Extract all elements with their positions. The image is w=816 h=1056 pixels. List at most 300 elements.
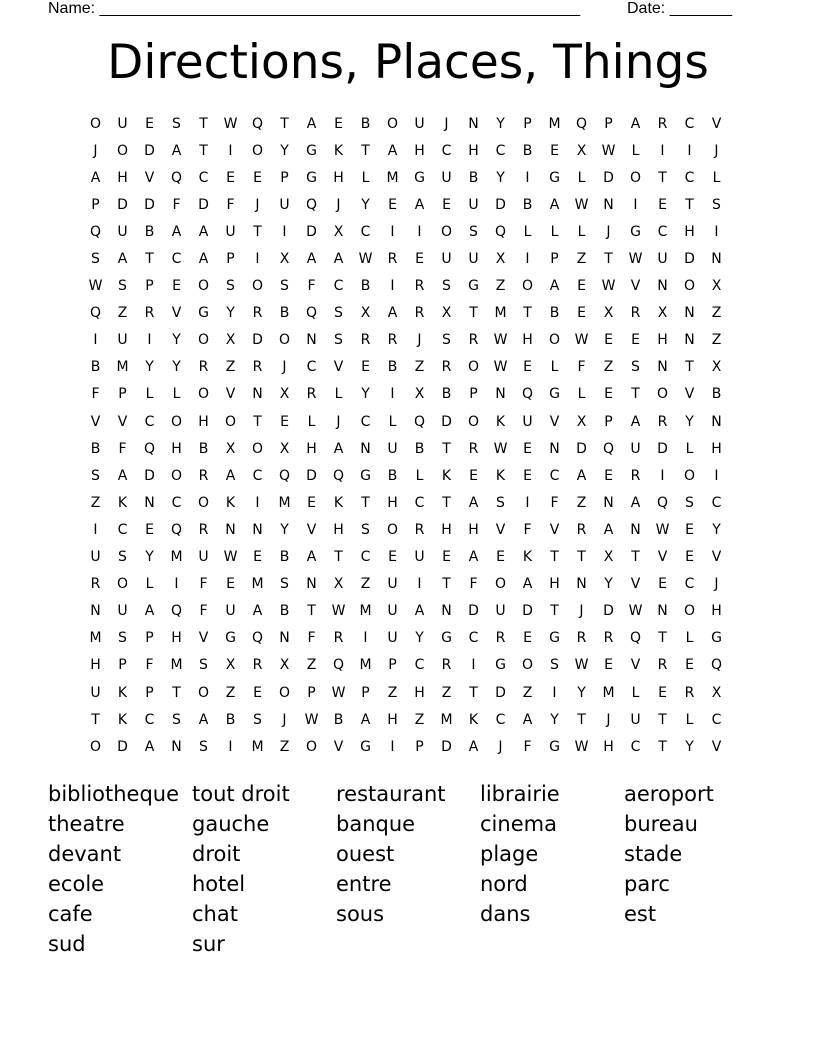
grid-letter: K xyxy=(522,549,533,566)
grid-letter: R xyxy=(90,576,101,593)
grid-letter: Z xyxy=(117,305,128,322)
grid-letter: J xyxy=(93,142,98,159)
grid-letter: H xyxy=(468,142,479,159)
word-list-item: bibliotheque xyxy=(48,782,180,806)
grid-letter: I xyxy=(147,332,152,349)
grid-letter: I xyxy=(390,386,395,403)
grid-letter: C xyxy=(630,738,641,755)
word-list-item: hotel xyxy=(192,872,246,896)
grid-letter: F xyxy=(172,196,181,213)
grid-letter: E xyxy=(523,359,532,376)
grid-letter: M xyxy=(359,603,372,620)
grid-letter: P xyxy=(523,115,532,132)
grid-letter: M xyxy=(359,657,372,674)
grid-letter: X xyxy=(279,440,290,457)
grid-letter: S xyxy=(361,521,370,538)
grid-letter: O xyxy=(656,386,669,403)
grid-letter: Y xyxy=(172,332,181,349)
grid-letter: X xyxy=(711,684,722,701)
grid-letter: H xyxy=(711,440,722,457)
grid-letter: H xyxy=(198,413,209,430)
grid-letter: O xyxy=(89,738,102,755)
grid-letter: E xyxy=(469,467,478,484)
grid-letter: A xyxy=(630,115,641,132)
grid-letter: U xyxy=(414,549,425,566)
grid-letter: N xyxy=(657,359,668,376)
grid-letter: N xyxy=(684,305,695,322)
grid-letter: R xyxy=(252,359,263,376)
grid-letter: B xyxy=(198,440,209,457)
grid-letter: U xyxy=(468,196,479,213)
grid-letter: V xyxy=(630,278,641,295)
grid-letter: C xyxy=(414,657,425,674)
grid-letter: X xyxy=(603,305,614,322)
grid-letter: T xyxy=(658,738,667,755)
grid-letter: F xyxy=(523,738,532,755)
grid-letter: B xyxy=(90,440,101,457)
grid-letter: T xyxy=(442,494,451,511)
grid-letter: W xyxy=(628,251,643,268)
word-list-item: nord xyxy=(480,872,528,896)
grid-letter: G xyxy=(360,738,371,755)
grid-letter: B xyxy=(225,711,236,728)
grid-letter: R xyxy=(333,630,344,647)
grid-letter: R xyxy=(468,332,479,349)
grid-letter: T xyxy=(307,603,316,620)
grid-letter: Y xyxy=(550,711,559,728)
grid-letter: B xyxy=(279,603,290,620)
grid-letter: A xyxy=(630,494,641,511)
grid-letter: A xyxy=(387,305,398,322)
grid-letter: H xyxy=(603,738,614,755)
grid-letter: T xyxy=(658,711,667,728)
grid-letter: E xyxy=(415,251,424,268)
grid-letter: T xyxy=(469,305,478,322)
grid-letter: W xyxy=(601,278,616,295)
grid-letter: U xyxy=(657,251,668,268)
grid-letter: Z xyxy=(225,684,236,701)
grid-letter: O xyxy=(251,278,264,295)
grid-letter: J xyxy=(606,223,611,240)
grid-letter: R xyxy=(144,305,155,322)
grid-letter: I xyxy=(390,738,395,755)
grid-letter: T xyxy=(145,251,154,268)
grid-letter: Z xyxy=(414,359,425,376)
grid-letter: E xyxy=(604,657,613,674)
grid-letter: Q xyxy=(170,603,183,620)
grid-letter: E xyxy=(604,332,613,349)
grid-letter: Z xyxy=(711,332,722,349)
grid-letter: D xyxy=(684,251,695,268)
grid-letter: I xyxy=(714,223,719,240)
grid-letter: P xyxy=(469,386,478,403)
grid-letter: A xyxy=(414,196,425,213)
grid-letter: V xyxy=(171,305,182,322)
grid-letter: R xyxy=(657,657,668,674)
grid-letter: Z xyxy=(387,684,398,701)
grid-letter: O xyxy=(197,278,210,295)
grid-letter: C xyxy=(711,711,722,728)
grid-letter: C xyxy=(495,711,506,728)
grid-letter: Y xyxy=(604,576,613,593)
grid-letter: I xyxy=(255,494,260,511)
word-list-item: ecole xyxy=(48,872,105,896)
grid-letter: J xyxy=(606,711,611,728)
grid-letter: R xyxy=(414,278,425,295)
grid-letter: B xyxy=(522,142,533,159)
grid-letter: A xyxy=(468,738,479,755)
grid-letter: P xyxy=(118,657,127,674)
grid-letter: D xyxy=(144,467,155,484)
grid-letter: A xyxy=(198,251,209,268)
page-title: Directions, Places, Things xyxy=(107,35,709,90)
grid-letter: T xyxy=(361,494,370,511)
grid-letter: I xyxy=(282,223,287,240)
grid-letter: F xyxy=(145,657,154,674)
grid-letter: Z xyxy=(279,738,290,755)
grid-letter: J xyxy=(417,332,422,349)
grid-letter: V xyxy=(711,549,722,566)
grid-letter: T xyxy=(523,305,532,322)
grid-letter: D xyxy=(603,169,614,186)
grid-letter: N xyxy=(90,603,101,620)
grid-letter: N xyxy=(306,576,317,593)
word-list-item: sur xyxy=(192,932,225,956)
grid-letter: C xyxy=(306,359,317,376)
grid-letter: X xyxy=(279,657,290,674)
grid-letter: O xyxy=(197,332,210,349)
grid-letter: P xyxy=(145,684,154,701)
grid-letter: L xyxy=(577,169,586,186)
grid-letter: V xyxy=(333,359,344,376)
grid-letter: E xyxy=(280,413,289,430)
grid-letter: E xyxy=(145,521,154,538)
grid-letter: O xyxy=(683,603,696,620)
grid-letter: Y xyxy=(712,521,721,538)
grid-letter: F xyxy=(118,440,127,457)
grid-letter: W xyxy=(574,657,589,674)
grid-letter: O xyxy=(251,440,264,457)
grid-letter: N xyxy=(711,251,722,268)
grid-letter: L xyxy=(631,684,640,701)
grid-letter: B xyxy=(360,278,371,295)
grid-letter: V xyxy=(630,576,641,593)
grid-letter: A xyxy=(117,251,128,268)
grid-letter: Y xyxy=(145,549,154,566)
grid-letter: C xyxy=(684,115,695,132)
grid-letter: N xyxy=(657,278,668,295)
grid-letter: V xyxy=(711,115,722,132)
grid-letter: E xyxy=(253,684,262,701)
grid-letter: N xyxy=(225,521,236,538)
grid-letter: G xyxy=(549,169,560,186)
grid-letter: I xyxy=(417,576,422,593)
grid-letter: T xyxy=(685,196,694,213)
grid-letter: Y xyxy=(496,169,505,186)
grid-letter: R xyxy=(306,386,317,403)
grid-letter: F xyxy=(199,576,208,593)
grid-letter: E xyxy=(388,549,397,566)
date-field-label: Date: _______ xyxy=(627,0,732,17)
grid-letter: L xyxy=(685,440,694,457)
grid-letter: P xyxy=(550,251,559,268)
grid-letter: H xyxy=(387,494,398,511)
grid-letter: N xyxy=(657,603,668,620)
grid-letter: V xyxy=(711,738,722,755)
grid-letter: S xyxy=(685,494,694,511)
grid-letter: P xyxy=(226,251,235,268)
grid-letter: Q xyxy=(575,115,588,132)
grid-letter: B xyxy=(90,359,101,376)
grid-letter: W xyxy=(655,521,670,538)
grid-letter: Q xyxy=(170,169,183,186)
grid-letter: Q xyxy=(332,657,345,674)
word-search-grid xyxy=(82,110,730,760)
grid-letter: K xyxy=(495,467,506,484)
grid-letter: C xyxy=(360,223,371,240)
grid-letter: Q xyxy=(251,115,264,132)
grid-letter: C xyxy=(711,494,722,511)
grid-letter: G xyxy=(306,169,317,186)
grid-letter: I xyxy=(390,278,395,295)
grid-letter: R xyxy=(414,305,425,322)
grid-letter: L xyxy=(145,576,154,593)
grid-letter: N xyxy=(711,413,722,430)
grid-letter: U xyxy=(387,603,398,620)
grid-letter: E xyxy=(226,169,235,186)
grid-letter: H xyxy=(657,332,668,349)
grid-letter: A xyxy=(225,467,236,484)
grid-letter: C xyxy=(117,521,128,538)
grid-letter: A xyxy=(630,413,641,430)
grid-letter: T xyxy=(91,711,100,728)
grid-letter: K xyxy=(441,467,452,484)
grid-letter: B xyxy=(279,305,290,322)
grid-letter: T xyxy=(685,359,694,376)
grid-letter: C xyxy=(684,576,695,593)
grid-letter: S xyxy=(172,115,181,132)
grid-letter: S xyxy=(334,305,343,322)
grid-letter: S xyxy=(199,738,208,755)
grid-letter: A xyxy=(171,142,182,159)
grid-letter: C xyxy=(252,467,263,484)
grid-letter: V xyxy=(657,549,668,566)
grid-letter: W xyxy=(601,142,616,159)
grid-letter: E xyxy=(658,196,667,213)
grid-letter: A xyxy=(333,440,344,457)
grid-letter: G xyxy=(630,223,641,240)
grid-letter: R xyxy=(684,684,695,701)
word-list-item: theatre xyxy=(48,812,125,836)
grid-letter: N xyxy=(549,440,560,457)
grid-letter: G xyxy=(549,386,560,403)
grid-letter: P xyxy=(145,278,154,295)
grid-letter: H xyxy=(333,521,344,538)
grid-letter: J xyxy=(714,576,719,593)
grid-letter: C xyxy=(414,494,425,511)
grid-letter: W xyxy=(331,684,346,701)
grid-letter: S xyxy=(442,278,451,295)
grid-letter: Y xyxy=(280,521,289,538)
grid-letter: T xyxy=(172,684,181,701)
grid-letter: Z xyxy=(576,251,587,268)
grid-letter: M xyxy=(116,359,129,376)
grid-letter: U xyxy=(90,549,101,566)
grid-letter: L xyxy=(550,223,559,240)
grid-letter: X xyxy=(333,576,344,593)
grid-letter: A xyxy=(414,603,425,620)
grid-letter: W xyxy=(331,603,346,620)
grid-letter: P xyxy=(604,413,613,430)
grid-letter: T xyxy=(469,684,478,701)
grid-letter: O xyxy=(467,359,480,376)
grid-letter: R xyxy=(657,413,668,430)
grid-letter: H xyxy=(171,440,182,457)
grid-letter: A xyxy=(333,251,344,268)
grid-letter: C xyxy=(198,169,209,186)
grid-letter: F xyxy=(91,386,100,403)
grid-letter: H xyxy=(711,603,722,620)
grid-letter: V xyxy=(117,413,128,430)
grid-letter: T xyxy=(253,223,262,240)
grid-letter: W xyxy=(574,738,589,755)
grid-letter: D xyxy=(657,440,668,457)
grid-letter: E xyxy=(604,467,613,484)
grid-letter: G xyxy=(414,169,425,186)
grid-letter: D xyxy=(117,196,128,213)
grid-letter: X xyxy=(279,386,290,403)
grid-letter: E xyxy=(577,305,586,322)
grid-letter: U xyxy=(630,440,641,457)
grid-letter: U xyxy=(441,169,452,186)
grid-letter: B xyxy=(279,549,290,566)
grid-letter: N xyxy=(171,738,182,755)
grid-letter: K xyxy=(117,684,128,701)
grid-letter: U xyxy=(441,251,452,268)
grid-letter: I xyxy=(417,223,422,240)
grid-letter: M xyxy=(278,494,291,511)
grid-letter: Y xyxy=(577,684,586,701)
grid-letter: T xyxy=(442,440,451,457)
grid-letter: W xyxy=(493,440,508,457)
grid-letter: I xyxy=(471,657,476,674)
grid-letter: C xyxy=(171,494,182,511)
grid-letter: R xyxy=(360,332,371,349)
grid-letter: Q xyxy=(89,305,102,322)
grid-letter: I xyxy=(633,196,638,213)
grid-letter: Q xyxy=(629,630,642,647)
grid-letter: B xyxy=(522,196,533,213)
grid-letter: T xyxy=(631,386,640,403)
grid-letter: T xyxy=(658,630,667,647)
grid-letter: B xyxy=(360,115,371,132)
word-list-item: devant xyxy=(48,842,122,866)
grid-letter: J xyxy=(282,711,287,728)
grid-letter: I xyxy=(660,467,665,484)
word-list-item: ouest xyxy=(336,842,395,866)
grid-letter: R xyxy=(576,630,587,647)
grid-letter: R xyxy=(603,630,614,647)
grid-letter: O xyxy=(170,413,183,430)
grid-letter: X xyxy=(225,332,236,349)
grid-letter: Q xyxy=(521,386,534,403)
grid-letter: T xyxy=(280,115,289,132)
grid-letter: M xyxy=(602,684,615,701)
grid-letter: I xyxy=(525,494,530,511)
grid-letter: N xyxy=(468,115,479,132)
grid-letter: Z xyxy=(603,359,614,376)
grid-letter: S xyxy=(469,223,478,240)
grid-letter: K xyxy=(117,494,128,511)
grid-letter: B xyxy=(414,440,425,457)
grid-letter: F xyxy=(307,630,316,647)
grid-letter: W xyxy=(88,278,103,295)
grid-letter: U xyxy=(225,223,236,240)
word-list-item: banque xyxy=(336,812,416,836)
grid-letter: E xyxy=(523,440,532,457)
grid-letter: P xyxy=(118,386,127,403)
grid-letter: E xyxy=(604,386,613,403)
grid-letter: A xyxy=(198,711,209,728)
grid-letter: L xyxy=(334,386,343,403)
grid-letter: Y xyxy=(361,196,370,213)
grid-letter: Y xyxy=(145,359,154,376)
grid-letter: U xyxy=(279,196,290,213)
grid-letter: N xyxy=(495,386,506,403)
grid-letter: O xyxy=(89,115,102,132)
grid-letter: X xyxy=(333,223,344,240)
grid-letter: A xyxy=(468,494,479,511)
grid-letter: D xyxy=(144,142,155,159)
grid-letter: K xyxy=(333,494,344,511)
grid-letter: D xyxy=(306,467,317,484)
word-list-item: tout droit xyxy=(192,782,290,806)
grid-letter: L xyxy=(172,386,181,403)
grid-letter: K xyxy=(117,711,128,728)
grid-letter: R xyxy=(441,657,452,674)
grid-letter: C xyxy=(144,413,155,430)
name-field-label: Name: ______________________________________________________ xyxy=(48,0,581,17)
grid-letter: M xyxy=(251,738,264,755)
grid-letter: O xyxy=(494,576,507,593)
grid-letter: P xyxy=(91,196,100,213)
grid-letter: V xyxy=(306,521,317,538)
grid-letter: K xyxy=(495,413,506,430)
grid-letter: V xyxy=(90,413,101,430)
grid-letter: F xyxy=(307,278,316,295)
grid-letter: X xyxy=(576,413,587,430)
grid-letter: X xyxy=(576,142,587,159)
grid-letter: C xyxy=(684,169,695,186)
grid-letter: D xyxy=(441,413,452,430)
word-list-item: sud xyxy=(48,932,86,956)
grid-letter: A xyxy=(144,738,155,755)
grid-letter: R xyxy=(630,305,641,322)
grid-letter: B xyxy=(387,359,398,376)
grid-letter: E xyxy=(658,684,667,701)
grid-letter: Y xyxy=(415,630,424,647)
grid-letter: U xyxy=(630,711,641,728)
grid-letter: G xyxy=(468,278,479,295)
grid-letter: X xyxy=(441,305,452,322)
grid-letter: D xyxy=(441,738,452,755)
grid-letter: N xyxy=(603,196,614,213)
grid-letter: O xyxy=(278,332,291,349)
grid-letter: L xyxy=(388,413,397,430)
grid-letter: C xyxy=(360,413,371,430)
grid-letter: R xyxy=(252,305,263,322)
grid-letter: U xyxy=(117,603,128,620)
